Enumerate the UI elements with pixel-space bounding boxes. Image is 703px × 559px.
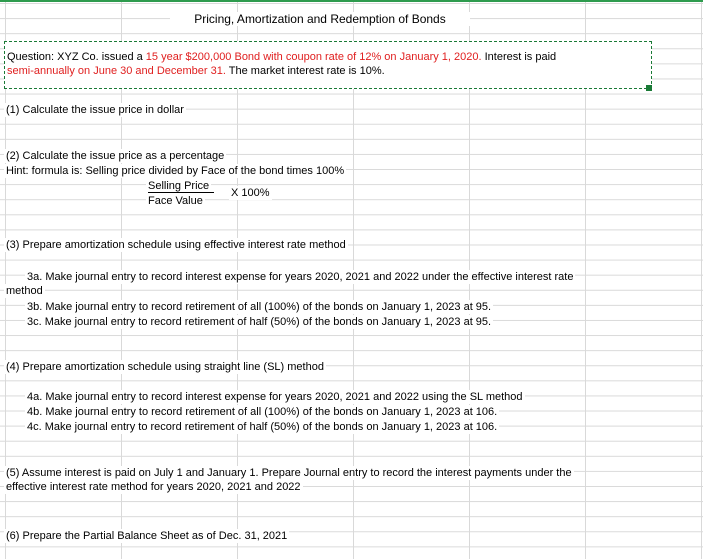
question-prefix: Question: XYZ Co. issued a (7, 51, 146, 63)
question-line-1 (7, 50, 556, 64)
question-interest-paid: Interest is paid (481, 51, 557, 63)
q2-cell[interactable]: (2) Calculate the issue price as a percentage (6, 150, 225, 162)
q4-cell[interactable]: (4) Prepare amortization schedule using straight line (SL) method (6, 361, 324, 373)
fraction-bar (148, 192, 214, 193)
q5-cell[interactable]: (5) Assume interest is paid on July 1 and January 1. Prepare Journal entry to record the interest payments under the (6, 467, 572, 479)
formula-numerator[interactable]: Selling Price (148, 180, 210, 192)
q5-cell-cont[interactable]: effective interest rate method for years 2020, 2021 and 2022 (6, 481, 301, 493)
header-border (0, 0, 703, 2)
selection-fill-handle[interactable] (646, 85, 652, 91)
question-line-2 (7, 64, 385, 78)
q1-cell[interactable]: (1) Calculate the issue price in dollar (6, 104, 184, 116)
q6-cell[interactable]: (6) Prepare the Partial Balance Sheet as of Dec. 31, 2021 (6, 530, 288, 542)
hint-cell[interactable]: Hint: formula is: Selling price divided by Face of the bond times 100% (6, 165, 345, 177)
question-market-rate: The market interest rate is 10%. (225, 65, 385, 77)
question-payment-dates: semi-annually on June 30 and December 31. (7, 65, 226, 77)
q4b-cell[interactable]: 4b. Make journal entry to record retirement of all (100%) of the bonds on January 1, 2023 at 106. (27, 406, 498, 418)
selected-question-cell[interactable] (4, 41, 652, 89)
formula-denominator[interactable]: Face Value (148, 195, 203, 207)
q3a-cell-cont[interactable]: method (6, 285, 43, 297)
question-bond-terms: 15 year $200,000 Bond with coupon rate of 12% on January 1, 2020. (145, 51, 482, 63)
q4a-cell[interactable]: 4a. Make journal entry to record interest expense for years 2020, 2021 and 2022 using the SL method (27, 391, 523, 403)
q4c-cell[interactable]: 4c. Make journal entry to record retirement of half (50%) of the bonds on January 1, 2023 at 106. (27, 421, 498, 433)
formula-times[interactable]: X 100% (231, 187, 270, 199)
sheet-title[interactable]: Pricing, Amortization and Redemption of Bonds (170, 12, 470, 26)
q3c-cell[interactable]: 3c. Make journal entry to record retirement of half (50%) of the bonds on January 1, 2023 at 95. (27, 316, 492, 328)
q3a-cell[interactable]: 3a. Make journal entry to record interest expense for years 2020, 2021 and 2022 under the effective interest rate (27, 271, 574, 283)
q3-cell[interactable]: (3) Prepare amortization schedule using effective interest rate method (6, 239, 346, 251)
q3b-cell[interactable]: 3b. Make journal entry to record retirement of all (100%) of the bonds on January 1, 2023 at 95. (27, 301, 492, 313)
